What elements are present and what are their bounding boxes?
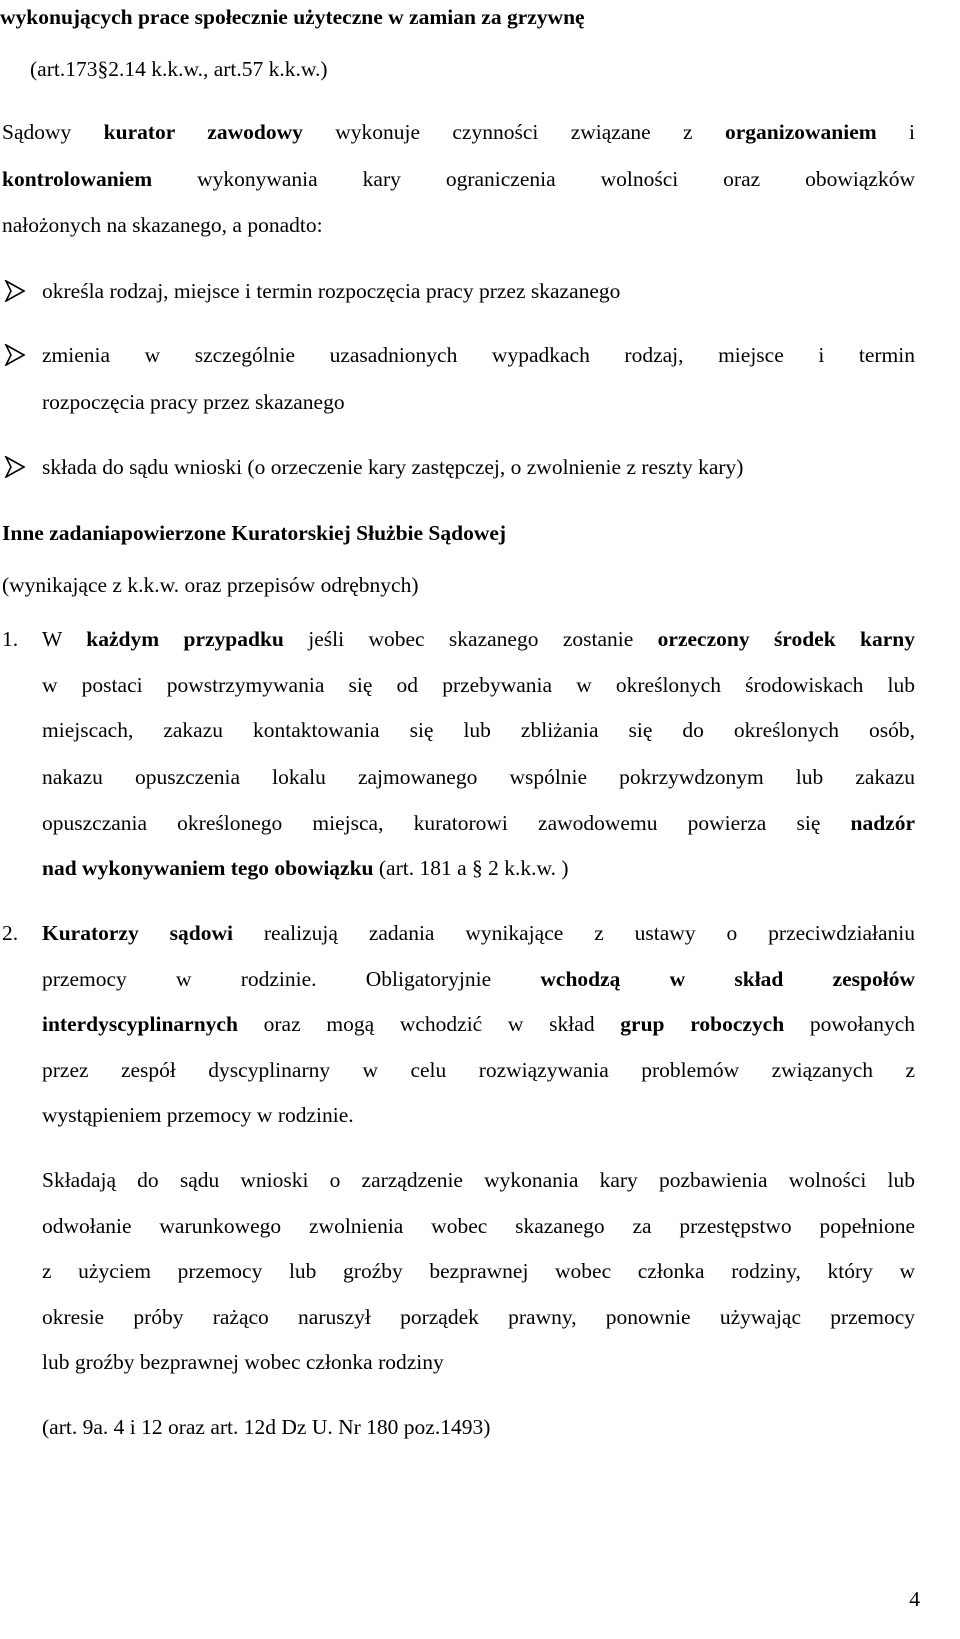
bold-text-segment: interdyscyplinarnych bbox=[42, 1012, 238, 1036]
item-2-line-4: przez zespół dyscyplinarny w celu rozwiązywania problemów związanych z bbox=[42, 1058, 915, 1082]
item-1-line-6 bbox=[42, 855, 569, 881]
header-reference: (art.173§2.14 k.k.w., art.57 k.k.w.) bbox=[30, 57, 328, 81]
text-segment: oraz mogą wchodzić w skład bbox=[237, 1012, 621, 1036]
item-1-line-4: nakazu opuszczenia lokalu zajmowanego wspólnie pokrzywdzonym lub zakazu bbox=[42, 765, 915, 789]
bold-text-segment: nadzór bbox=[850, 811, 915, 835]
item-2-line-1 bbox=[42, 920, 915, 946]
item-1-line-2: w postaci powstrzymywania się od przebywania w określonych środowiskach lub bbox=[42, 673, 915, 697]
page-number: 4 bbox=[909, 1587, 920, 1611]
paragraph-line-2: odwołanie warunkowego zwolnienia wobec skazanego za przestępstwo popełnione bbox=[42, 1214, 915, 1238]
intro-line-1 bbox=[2, 119, 915, 145]
item-2-line-5: wystąpieniem przemocy w rodzinie. bbox=[42, 1103, 354, 1127]
item-1-line-1 bbox=[42, 626, 915, 652]
item-2-number: 2. bbox=[2, 921, 19, 945]
bold-text-segment: nad wykonywaniem tego obowiązku bbox=[42, 856, 374, 880]
text-segment: Sądowy bbox=[2, 120, 104, 144]
arrowhead-bullet-icon bbox=[4, 280, 26, 302]
arrowhead-bullet-icon bbox=[4, 344, 26, 366]
paragraph-line-1: Składają do sądu wnioski o zarządzenie wykonania kary pozbawienia wolności lub bbox=[42, 1168, 915, 1192]
bold-text-segment: orzeczony środek karny bbox=[657, 627, 915, 651]
text-segment: W bbox=[42, 627, 87, 651]
section-heading: Inne zadaniapowierzone Kuratorskiej Służbie Sądowej bbox=[2, 521, 507, 545]
text-segment: opuszczania określonego miejsca, kuratorowi zawodowemu powierza się bbox=[42, 811, 851, 835]
bullet-1-text: określa rodzaj, miejsce i termin rozpoczęcia pracy przez skazanego bbox=[42, 279, 621, 303]
text-segment: przemocy w rodzinie. Obligatoryjnie bbox=[42, 967, 541, 991]
bold-text-segment: kontrolowaniem bbox=[2, 167, 153, 191]
bold-text-segment: każdym przypadku bbox=[86, 627, 284, 651]
paragraph-line-4: okresie próby rażąco naruszył porządek prawny, ponownie używając przemocy bbox=[42, 1305, 915, 1329]
item-1-number: 1. bbox=[2, 627, 19, 651]
bullet-2-line-1: zmienia w szczególnie uzasadnionych wypadkach rodzaj, miejsce i termin bbox=[42, 343, 915, 367]
bold-text-segment: Kuratorzy sądowi bbox=[42, 921, 233, 945]
bullet-2-line-2: rozpoczęcia pracy przez skazanego bbox=[42, 390, 345, 414]
text-segment: realizują zadania wynikające z ustawy o przeciwdziałaniu bbox=[232, 921, 915, 945]
item-2-line-3 bbox=[42, 1011, 915, 1037]
bullet-3-text: składa do sądu wnioski (o orzeczenie kary zastępczej, o zwolnienie z reszty kary) bbox=[42, 455, 744, 479]
item-1-line-3: miejscach, zakazu kontaktowania się lub zbliżania się do określonych osób, bbox=[42, 718, 915, 742]
bold-text-segment: organizowaniem bbox=[724, 120, 877, 144]
citation: (art. 9a. 4 i 12 oraz art. 12d Dz U. Nr 180 poz.1493) bbox=[42, 1415, 491, 1439]
paragraph-line-3: z użyciem przemocy lub groźby bezprawnej wobec członka rodziny, który w bbox=[42, 1259, 915, 1283]
item-2-line-2 bbox=[42, 966, 915, 992]
intro-line-3: nałożonych na skazanego, a ponadto: bbox=[2, 213, 323, 237]
header-title-line: wykonujących prace społecznie użyteczne w zamian za grzywnę bbox=[0, 5, 585, 29]
bold-text-segment: kurator zawodowy bbox=[103, 120, 303, 144]
text-segment: powołanych bbox=[784, 1012, 915, 1036]
item-1-line-5 bbox=[42, 810, 915, 836]
text-segment: wykonuje czynności związane z bbox=[302, 120, 725, 144]
text-segment: (art. 181 a § 2 k.k.w. ) bbox=[373, 856, 569, 880]
paragraph-line-5: lub groźby bezprawnej wobec członka rodziny bbox=[42, 1350, 444, 1374]
text-segment: i bbox=[876, 120, 915, 144]
bold-text-segment: grup roboczych bbox=[620, 1012, 785, 1036]
bold-text-segment: wchodzą w skład zespołów bbox=[540, 967, 915, 991]
text-segment: jeśli wobec skazanego zostanie bbox=[283, 627, 658, 651]
intro-line-2 bbox=[2, 166, 915, 192]
arrowhead-bullet-icon bbox=[4, 456, 26, 478]
section-subheading: (wynikające z k.k.w. oraz przepisów odrębnych) bbox=[2, 573, 419, 597]
text-segment: wykonywania kary ograniczenia wolności oraz obowiązków bbox=[152, 167, 915, 191]
